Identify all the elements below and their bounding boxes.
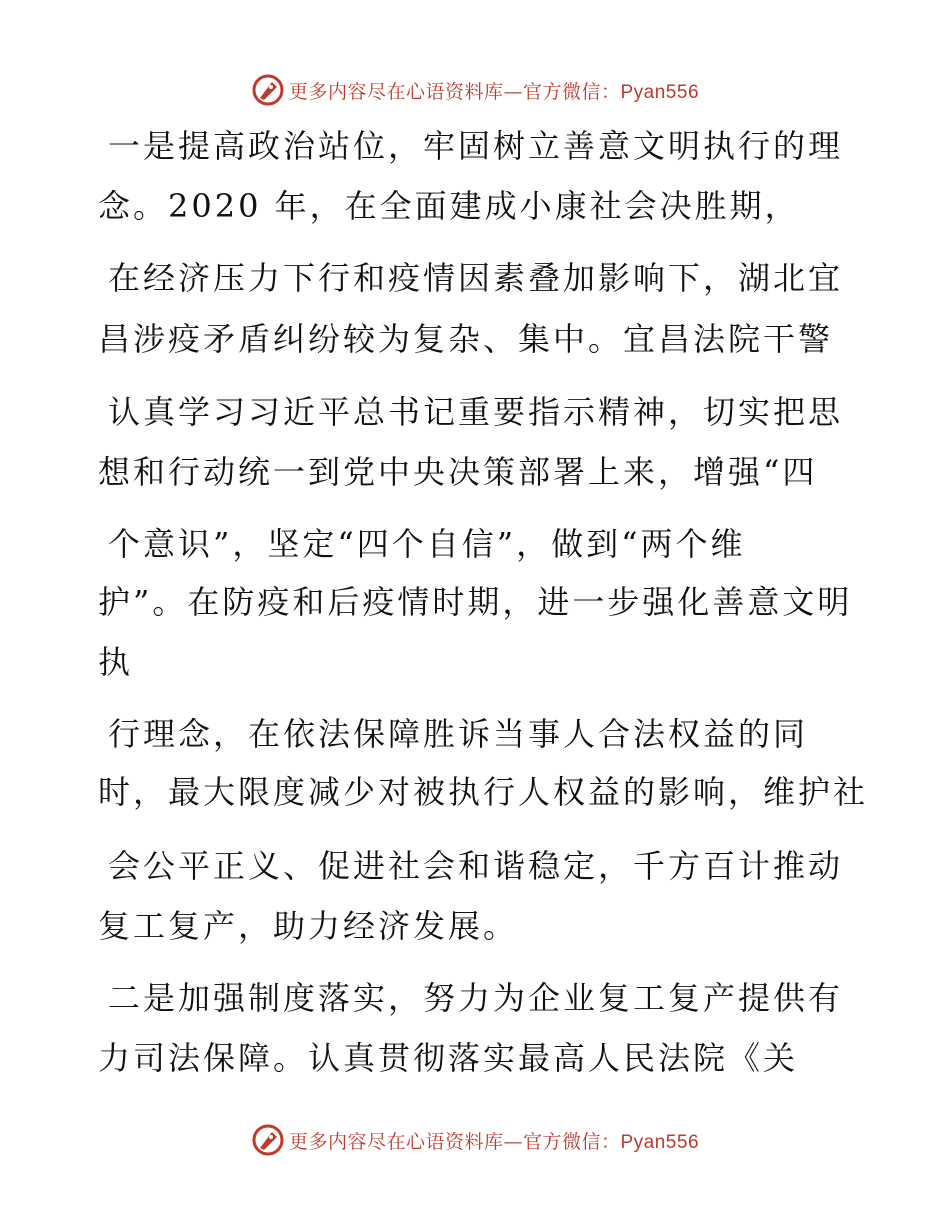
body-line: 在经济压力下行和疫情因素叠加影响下，湖北宜 [108,259,844,297]
banner-separator: — [503,80,523,103]
body-line: 想和行动统一到党中央决策部署上来，增强“四 [98,453,818,491]
body-line: 力司法保障。认真贯彻落实最高人民法院《关 [98,1039,799,1077]
body-line: 念。2020 年，在全面建成小康社会决胜期， [98,187,800,225]
body-line: 一是提高政治站位，牢固树立善意文明执行的理 [108,127,844,165]
banner-text [289,1127,699,1154]
body-line: 执 [98,643,134,681]
body-line: 昌涉疫矛盾纠纷较为复杂、集中。宜昌法院干警 [98,320,834,358]
body-line: 行理念，在依法保障胜诉当事人合法权益的同 [108,715,809,753]
banner-title: 更多内容尽在心语资料库 [288,1130,504,1153]
body-line: 认真学习习近平总书记重要指示精神，切实把思 [108,393,844,431]
body-line: 护”。在防疫和后疫情时期，进一步强化善意文明 [98,583,853,621]
banner-wechat-id: Pyan556 [620,81,700,103]
banner-suffix: 官方微信： [522,1130,621,1153]
body-line: 时，最大限度减少对被执行人权益的影响，维护社 [98,773,869,811]
body-line: 会公平正义、促进社会和谐稳定，千方百计推动 [108,847,844,885]
banner-wechat-id: Pyan556 [620,1131,700,1153]
banner-suffix: 官方微信： [522,80,621,103]
banner-title: 更多内容尽在心语资料库 [288,80,504,103]
body-line: 个意识”，坚定“四个自信”，做到“两个维 [108,525,746,563]
body-line: 二是加强制度落实，努力为企业复工复产提供有 [108,979,844,1017]
body-line: 复工复产，助力经济发展。 [98,907,519,945]
footer-banner [0,1120,950,1160]
banner-separator: — [503,1130,523,1153]
pen-nib-logo-icon [251,1123,285,1157]
